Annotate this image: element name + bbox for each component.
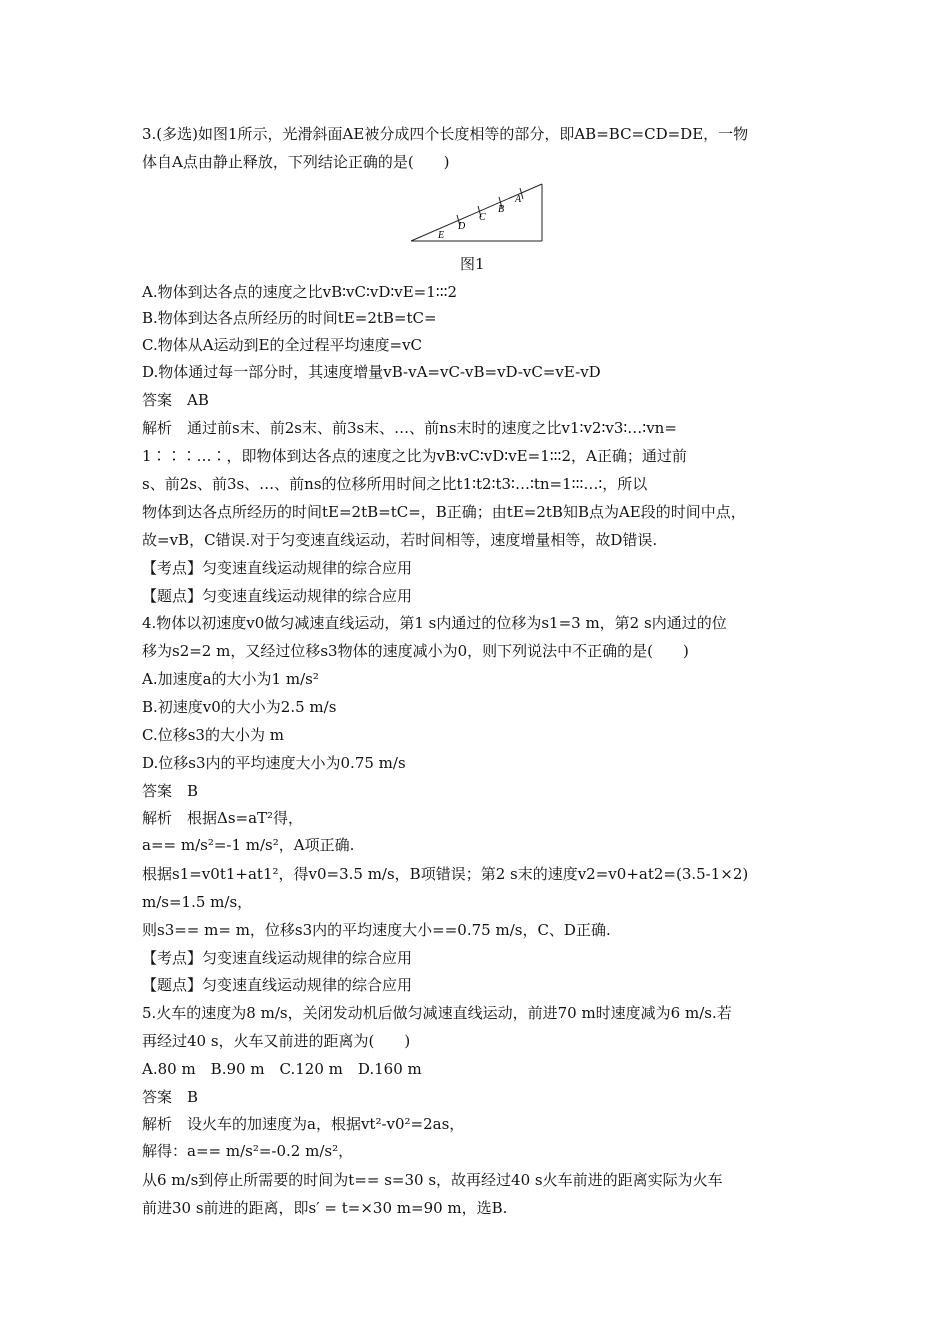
question-line: 5.火车的速度为8 m/s，关闭发动机后做匀减速直线运动，前进70 m时速度减为6 m/s.若 <box>142 1004 732 1022</box>
option-d: D.物体通过每一部分时，其速度增量vB-vA=vC-vB=vD-vC=vE-vD <box>142 363 601 381</box>
analysis-line: 故=vB，C错误.对于匀变速直线运动，若时间相等，速度增量相等，故D错误. <box>142 531 658 549</box>
option-c: C.物体从A运动到E的全过程平均速度=vC <box>142 336 423 354</box>
analysis-line: 1∶∶∶…∶，即物体到达各点的速度之比为vB∶vC∶vD∶vE=1∶∶∶2，A正确；通过前 <box>142 447 687 465</box>
option-b: B.物体到达各点所经历的时间tE=2tB=tC= <box>142 309 437 327</box>
text-line: 体自A点由静止释放，下列结论正确的是( ) <box>142 153 450 171</box>
point-label-e: E <box>438 230 445 241</box>
analysis-line: 解析 设火车的加速度为a，根据vt²-v0²=2as， <box>142 1115 465 1133</box>
point-label-d: D <box>458 221 466 232</box>
analysis-line: 根据s1=v0t1+at1²，得v0=3.5 m/s，B项错误；第2 s末的速度v2=v0+at2=(3.5-1×2) <box>142 865 749 883</box>
analysis-line: 解得：a== m/s²=-0.2 m/s²， <box>142 1142 354 1160</box>
option-d: D.位移s3内的平均速度大小为0.75 m/s <box>142 754 406 772</box>
option-b: B.初速度v0的大小为2.5 m/s <box>142 698 337 716</box>
incline-figure <box>405 178 550 246</box>
analysis-line: 解析 通过前s末、前2s末、前3s末、…、前ns末时的速度之比v1∶v2∶v3∶…∶vn= <box>142 419 677 437</box>
topic-tag: 【考点】匀变速直线运动规律的综合应用 <box>142 559 413 577</box>
analysis-line: m/s=1.5 m/s， <box>142 893 253 911</box>
figure-caption: 图1 <box>460 255 485 273</box>
question-line: 移为s2=2 m，又经过位移s3物体的速度减小为0，则下列说法中不正确的是( ) <box>142 642 689 660</box>
options-line: A.80 m B.90 m C.120 m D.160 m <box>142 1060 422 1078</box>
subtopic-tag: 【题点】匀变速直线运动规律的综合应用 <box>142 587 413 605</box>
answer-line: 答案 AB <box>142 391 209 409</box>
point-label-c: C <box>479 212 486 223</box>
analysis-line: 从6 m/s到停止所需要的时间为t== s=30 s，故再经过40 s火车前进的距离实际为火车 <box>142 1171 723 1189</box>
topic-tag: 【考点】匀变速直线运动规律的综合应用 <box>142 949 413 967</box>
question-line: 再经过40 s，火车又前进的距离为( ) <box>142 1032 411 1050</box>
analysis-line: 解析 根据Δs=aT²得， <box>142 809 304 827</box>
question-line: 4.物体以初速度v0做匀减速直线运动，第1 s内通过的位移为s1=3 m，第2 s内通过的位 <box>142 614 727 632</box>
analysis-line: 则s3== m= m，位移s3内的平均速度大小==0.75 m/s，C、D正确. <box>142 921 611 939</box>
analysis-line: 前进30 s前进的距离，即s′ = t=×30 m=90 m，选B. <box>142 1199 508 1217</box>
point-label-b: B <box>498 204 505 215</box>
option-a: A.加速度a的大小为1 m/s² <box>142 670 319 688</box>
answer-line: 答案 B <box>142 1088 199 1106</box>
analysis-line: a== m/s²=-1 m/s²，A项正确. <box>142 836 355 854</box>
point-label-a: A <box>515 194 522 205</box>
analysis-line: 物体到达各点所经历的时间tE=2tB=tC=，B正确；由tE=2tB知B点为AE段的时间中点， <box>142 503 746 521</box>
analysis-line: s、前2s、前3s、…、前ns的位移所用时间之比t1∶t2∶t3∶…∶tn=1∶∶∶…∶，所以 <box>142 475 648 493</box>
subtopic-tag: 【题点】匀变速直线运动规律的综合应用 <box>142 976 413 994</box>
text-line: 3.(多选)如图1所示，光滑斜面AE被分成四个长度相等的部分，即AB=BC=CD=DE，一物 <box>142 125 749 143</box>
option-a: A.物体到达各点的速度之比vB∶vC∶vD∶vE=1∶∶∶2 <box>142 283 458 301</box>
answer-line: 答案 B <box>142 782 199 800</box>
option-c: C.位移s3的大小为 m <box>142 726 284 744</box>
